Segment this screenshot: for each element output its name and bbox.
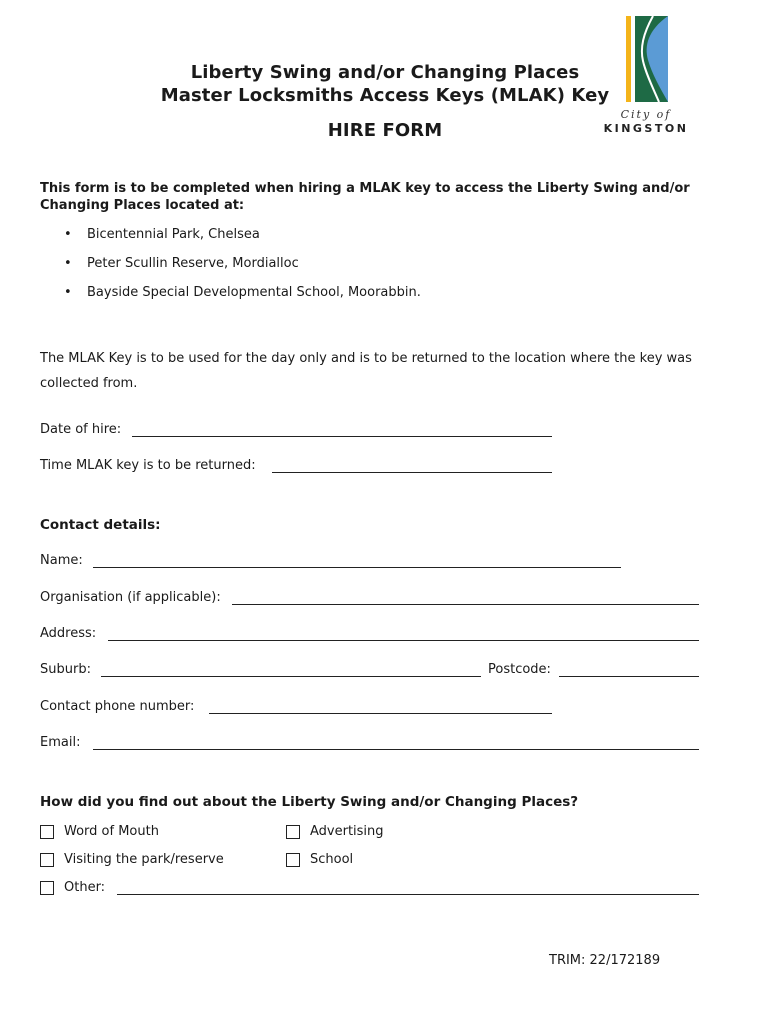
list-item: • Bayside Special Developmental School, Moorabbin. — [64, 285, 421, 300]
email-label: Email: — [40, 735, 81, 750]
postcode-label: Postcode: — [488, 662, 551, 677]
other-label: Other: — [64, 880, 106, 895]
address-label: Address: — [40, 626, 97, 641]
phone-label: Contact phone number: — [40, 699, 195, 714]
visiting-park-checkbox[interactable] — [40, 853, 54, 867]
postcode-field[interactable] — [559, 676, 699, 677]
title-line-1: Liberty Swing and/or Changing Places — [190, 62, 580, 83]
phone-field[interactable] — [209, 713, 552, 714]
bullet-icon: • — [64, 227, 72, 242]
bullet-icon: • — [64, 285, 72, 300]
word-of-mouth-checkbox[interactable] — [40, 825, 54, 839]
organisation-field[interactable] — [232, 604, 699, 605]
school-checkbox[interactable] — [286, 853, 300, 867]
date-of-hire-label: Date of hire: — [40, 422, 122, 437]
kingston-logo-icon — [626, 16, 670, 104]
name-label: Name: — [40, 553, 83, 568]
list-item: • Bicentennial Park, Chelsea — [64, 227, 260, 242]
return-time-field[interactable] — [272, 472, 552, 473]
email-field[interactable] — [93, 749, 699, 750]
city-of-kingston-logo — [600, 16, 692, 136]
trim-reference: TRIM: 22/172189 — [549, 953, 661, 968]
title-line-2: Master Locksmiths Access Keys (MLAK) Key — [160, 85, 610, 106]
bullet-icon: • — [64, 256, 72, 271]
date-of-hire-field[interactable] — [132, 436, 552, 437]
list-item: • Peter Scullin Reserve, Mordialloc — [64, 256, 299, 271]
return-note: The MLAK Key is to be used for the day only and is to be returned to the location where the key was collected from. — [40, 351, 692, 391]
return-time-label: Time MLAK key is to be returned: — [40, 458, 256, 473]
address-field[interactable] — [108, 640, 699, 641]
school-label: School — [310, 852, 354, 867]
advertising-label: Advertising — [310, 824, 384, 839]
other-checkbox[interactable] — [40, 881, 54, 895]
word-of-mouth-label: Word of Mouth — [64, 824, 159, 839]
visiting-park-label: Visiting the park/reserve — [64, 852, 224, 867]
other-field[interactable] — [117, 894, 699, 895]
organisation-label: Organisation (if applicable): — [40, 590, 221, 605]
logo-city-of: City of — [620, 108, 672, 121]
suburb-field[interactable] — [101, 676, 481, 677]
intro-text: This form is to be completed when hiring a MLAK key to access the Liberty Swing and/or Changing Places located at: — [40, 181, 690, 213]
survey-question: How did you find out about the Liberty Swing and/or Changing Places? — [40, 794, 579, 810]
name-field[interactable] — [93, 567, 621, 568]
contact-heading: Contact details: — [40, 517, 161, 533]
form-title: HIRE FORM — [327, 120, 443, 141]
logo-kingston: KINGSTON — [603, 122, 689, 135]
advertising-checkbox[interactable] — [286, 825, 300, 839]
suburb-label: Suburb: — [40, 662, 91, 677]
